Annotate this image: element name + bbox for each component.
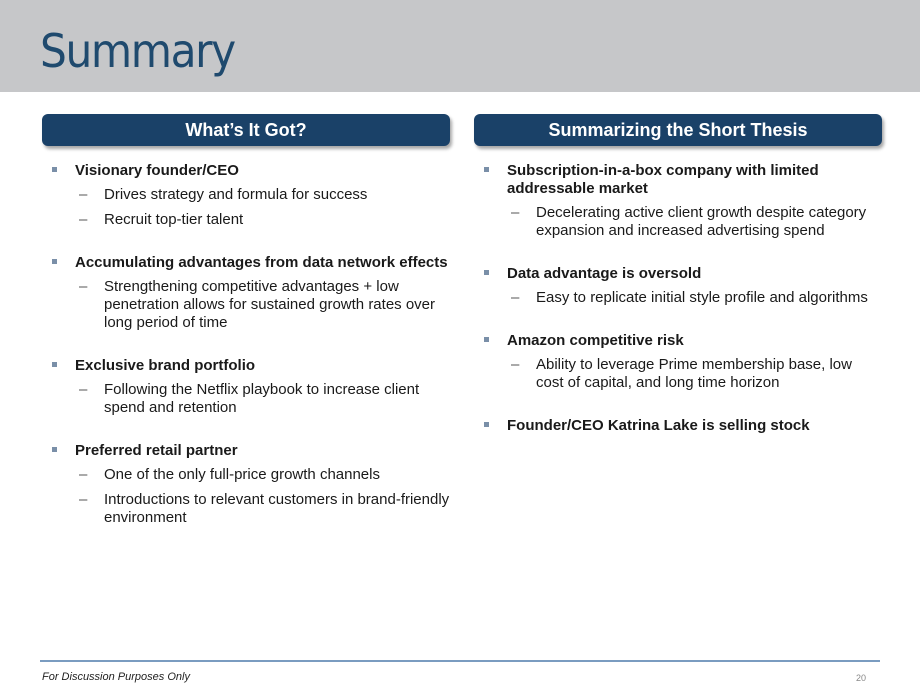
left-column-header: What’s It Got? xyxy=(42,114,450,146)
sub-bullet-text: Ability to leverage Prime membership base, low cost of capital, and long time horizon xyxy=(536,356,852,391)
sub-bullet-list xyxy=(507,289,882,307)
dash-bullet-icon: – xyxy=(79,381,88,398)
square-bullet-icon xyxy=(52,362,57,367)
bullet-text: Founder/CEO Katrina Lake is selling stock xyxy=(507,417,810,434)
square-bullet-icon xyxy=(52,167,57,172)
sub-bullet-list xyxy=(507,356,882,392)
square-bullet-icon xyxy=(484,167,489,172)
left-column xyxy=(42,114,450,534)
dash-bullet-icon: – xyxy=(511,204,520,221)
bullet-item xyxy=(474,417,882,435)
sub-bullet-list xyxy=(75,466,450,527)
sub-bullet-text: Decelerating active client growth despite category expansion and increased advertising spend xyxy=(536,204,867,239)
sub-bullet-text: One of the only full-price growth channels xyxy=(104,466,380,483)
sub-bullet-item xyxy=(507,289,882,307)
square-bullet-icon xyxy=(52,447,57,452)
bullet-text: Data advantage is oversold xyxy=(507,265,702,282)
dash-bullet-icon: – xyxy=(79,278,88,295)
sub-bullet-item xyxy=(507,356,882,392)
sub-bullet-item xyxy=(507,204,882,240)
right-column-header: Summarizing the Short Thesis xyxy=(474,114,882,146)
bullet-text: Preferred retail partner xyxy=(75,442,238,459)
square-bullet-icon xyxy=(484,270,489,275)
sub-bullet-item xyxy=(75,466,450,484)
bullet-item xyxy=(474,265,882,307)
dash-bullet-icon: – xyxy=(79,211,88,228)
bullet-item xyxy=(42,162,450,229)
right-column xyxy=(474,114,882,435)
square-bullet-icon xyxy=(484,337,489,342)
bullet-text: Visionary founder/CEO xyxy=(75,162,239,179)
sub-bullet-item xyxy=(75,186,450,204)
bullet-text: Amazon competitive risk xyxy=(507,332,684,349)
page-number: 20 xyxy=(856,673,867,683)
bullet-text: Exclusive brand portfolio xyxy=(75,357,256,374)
bullet-item xyxy=(42,254,450,332)
square-bullet-icon xyxy=(484,422,489,427)
sub-bullet-text: Drives strategy and formula for success xyxy=(104,186,368,203)
bullet-item xyxy=(42,357,450,417)
dash-bullet-icon: – xyxy=(79,186,88,203)
bullet-item xyxy=(474,162,882,240)
sub-bullet-item xyxy=(75,211,450,229)
sub-bullet-item xyxy=(75,381,450,417)
footer-disclaimer: For Discussion Purposes Only xyxy=(42,671,190,683)
bullet-text: Subscription-in-a-box company with limited addressable market xyxy=(507,162,819,197)
footer-divider xyxy=(40,660,880,662)
dash-bullet-icon: – xyxy=(79,466,88,483)
slide-title: Summary xyxy=(40,24,235,78)
square-bullet-icon xyxy=(52,259,57,264)
sub-bullet-text: Strengthening competitive advantages + low penetration allows for sustained growth rates over long period of time xyxy=(104,278,436,331)
right-bullet-list xyxy=(474,162,882,435)
sub-bullet-list xyxy=(75,278,450,332)
bullet-item xyxy=(42,442,450,527)
sub-bullet-text: Introductions to relevant customers in brand-friendly environment xyxy=(104,491,450,526)
sub-bullet-list xyxy=(75,381,450,417)
dash-bullet-icon: – xyxy=(511,289,520,306)
bullet-item xyxy=(474,332,882,392)
sub-bullet-list xyxy=(75,186,450,229)
dash-bullet-icon: – xyxy=(79,491,88,508)
sub-bullet-list xyxy=(507,204,882,240)
sub-bullet-text: Recruit top-tier talent xyxy=(104,211,244,228)
left-bullet-list xyxy=(42,162,450,527)
sub-bullet-text: Following the Netflix playbook to increase client spend and retention xyxy=(104,381,420,416)
bullet-text: Accumulating advantages from data network effects xyxy=(75,254,448,271)
sub-bullet-item xyxy=(75,278,450,332)
dash-bullet-icon: – xyxy=(511,356,520,373)
sub-bullet-item xyxy=(75,491,450,527)
sub-bullet-text: Easy to replicate initial style profile and algorithms xyxy=(536,289,868,306)
